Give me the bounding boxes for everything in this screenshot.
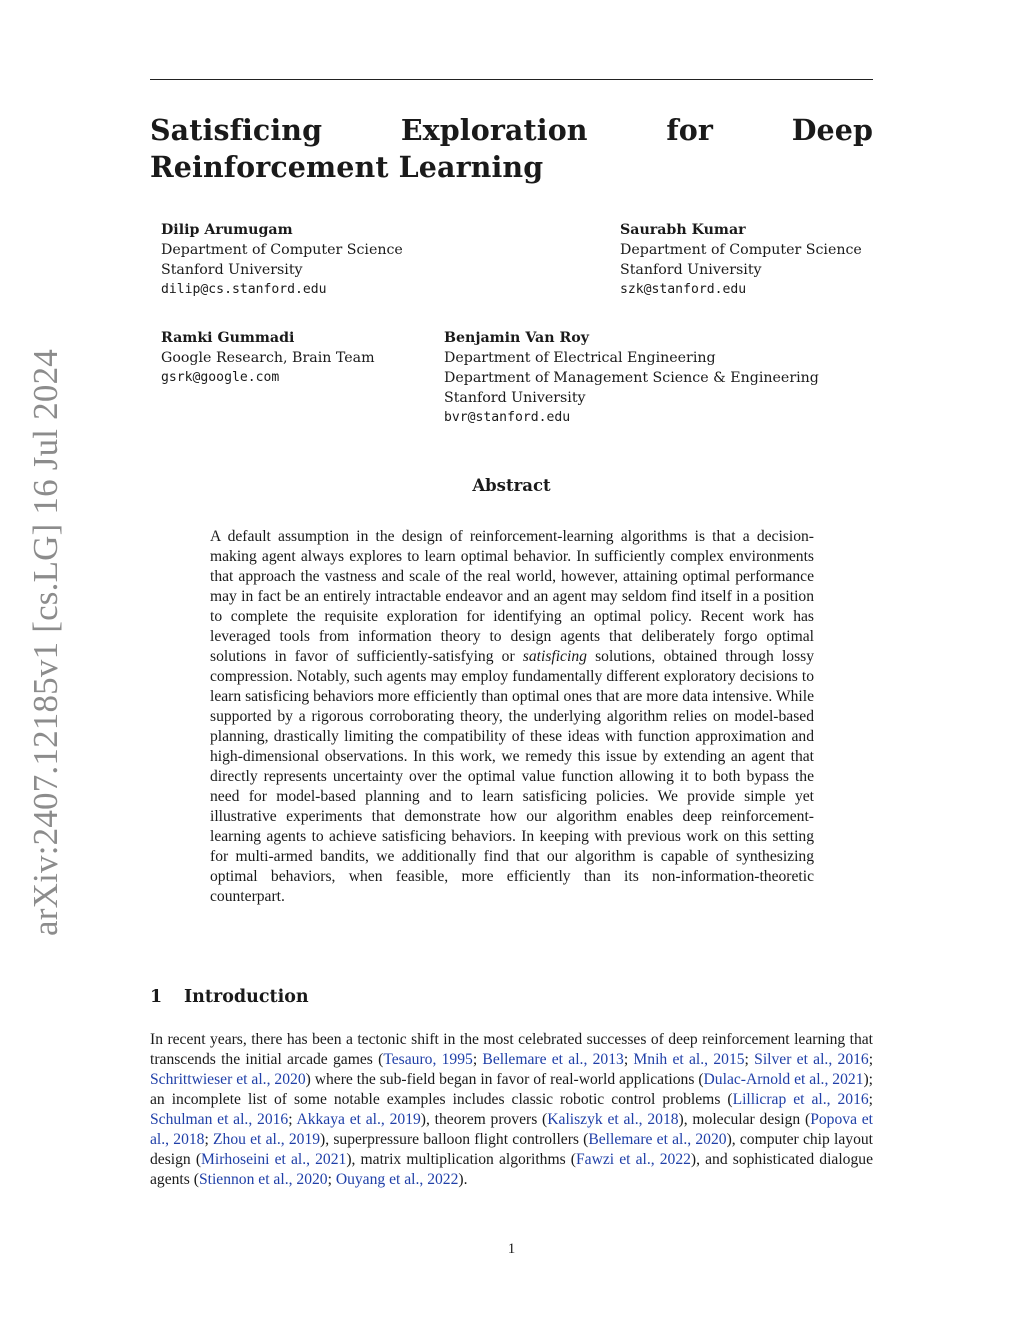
body-text: ), matrix multiplication algorithms ( <box>346 1151 576 1168</box>
body-text: In recent years, there has been a tectonic shift in the most celebrated successes of deep reinforcement learning that transcends the initial arcade games ( <box>150 1031 873 1068</box>
body-text: ), and sophisticated dialogue agents ( <box>150 1151 873 1188</box>
body-text: ); an incomplete list of some notable examples includes classic robotic control problems ( <box>150 1071 874 1108</box>
citation-link[interactable]: Mirhoseini et al., 2021 <box>201 1151 347 1168</box>
author-email[interactable]: szk@stanford.edu <box>620 282 747 297</box>
author-affiliation: Google Research, Brain Team <box>161 350 375 366</box>
body-text: ), computer chip layout design ( <box>150 1131 873 1168</box>
section-heading-introduction <box>150 987 309 1007</box>
arxiv-stamp: arXiv:2407.12185v1 [cs.LG] 16 Jul 2024 <box>26 349 65 936</box>
citation-link[interactable]: Ouyang et al., 2022 <box>335 1171 459 1188</box>
author-affiliation: Department of Management Science & Engineering <box>444 370 819 386</box>
citation-link[interactable]: Popova et al., 2018 <box>150 1111 874 1148</box>
section-title: Introduction <box>184 987 309 1007</box>
section-number: 1 <box>150 987 163 1007</box>
citation-link[interactable]: Zhou et al., 2019 <box>213 1131 321 1148</box>
author-block-3 <box>161 328 375 388</box>
author-name: Ramki Gummadi <box>161 330 295 346</box>
citation-link[interactable]: Bellemare et al., 2013 <box>482 1051 624 1068</box>
body-text: ), molecular design ( <box>678 1111 811 1128</box>
abstract-text-part: solutions, obtained through lossy compression. Notably, such agents may employ fundamentally different exploratory decisions to learn satisficing behaviors more efficiently than optimal ones that are more data intensive. While supported by a rigorous corroborating theory, the underlying algorithm relies on model-based planning, drastically limiting the compatibility of these ideas with function approximation and high-dimensional observations. In this work, we remedy this issue by extending an agent that directly represents uncertainty over the optimal value function allowing it to both bypass the need for model-based planning and to learn satisficing policies. We provide simple yet illustrative experiments that demonstrate how our algorithm enables deep reinforcement-learning agents to achieve satisficing behaviors. In keeping with previous work on this setting for multi-armed bandits, we additionally find that our algorithm is capable of synthesizing optimal behaviors, when feasible, more efficiently than its non-information-theoretic counterpart. <box>210 648 815 905</box>
abstract-text-part: A default assumption in the design of reinforcement-learning algorithms is that a decision-making agent always explores to learn optimal behavior. In sufficiently complex environments that approach the vastness and scale of the real world, however, attaining optimal performance may in fact be an entirely intractable endeavor and an agent may seldom find itself in a position to complete the requisite exploration for identifying an optimal policy. Recent work has leveraged tools from information theory to design agents that deliberately forgo optimal solutions in favor of sufficiently-satisfying or <box>210 528 814 665</box>
top-rule <box>150 79 873 80</box>
page-number: 1 <box>507 1241 516 1257</box>
introduction-paragraph: In recent years, there has been a tectonic shift in the most celebrated successes of deep reinforcement learning that transcends the initial arcade games (Tesauro, 1995; Bellemare et al., 2013; Mnih et al., 2015; Silver et al., 2016; Schrittwieser et al., 2020) where the sub-field began in favor of real-world applications (Dulac-Arnold et al., 2021); an incomplete list of some notable examples includes classic robotic control problems (Lillicrap et al., 2016; Schulman et al., 2016; Akkaya et al., 2019), theorem provers (Kaliszyk et al., 2018), molecular design (Popova et al., 2018; Zhou et al., 2019), superpressure balloon flight controllers (Bellemare et al., 2020), computer chip layout design (Mirhoseini et al., 2021), matrix multiplication algorithms (Fawzi et al., 2022), and sophisticated dialogue agents (Stiennon et al., 2020; Ouyang et al., 2022). <box>150 1031 874 1188</box>
author-affiliation: Stanford University <box>444 390 586 406</box>
author-name: Dilip Arumugam <box>161 222 293 238</box>
body-text: ), superpressure balloon flight controllers ( <box>320 1131 589 1148</box>
body-text: ), theorem provers ( <box>420 1111 548 1128</box>
citation-link[interactable]: Schrittwieser et al., 2020 <box>150 1071 306 1088</box>
abstract-heading: Abstract <box>472 476 551 495</box>
citation-link[interactable]: Mnih et al., 2015 <box>633 1051 745 1068</box>
author-email[interactable]: bvr@stanford.edu <box>444 410 571 425</box>
citation-link[interactable]: Kaliszyk et al., 2018 <box>547 1111 679 1128</box>
author-affiliation: Stanford University <box>161 262 303 278</box>
paper-title: Satisficing Exploration for Deep Reinforcement Learning <box>150 113 873 184</box>
author-affiliation: Stanford University <box>620 262 762 278</box>
author-email[interactable]: gsrk@google.com <box>161 370 280 385</box>
abstract-text <box>210 527 814 907</box>
author-affiliation: Department of Electrical Engineering <box>444 350 716 366</box>
citation-link[interactable]: Dulac-Arnold et al., 2021 <box>703 1071 864 1088</box>
body-text: ) where the sub-field began in favor of real-world applications ( <box>305 1071 704 1088</box>
author-name: Benjamin Van Roy <box>444 330 589 346</box>
citation-link[interactable]: Fawzi et al., 2022 <box>575 1151 691 1168</box>
citation-link[interactable]: Stiennon et al., 2020 <box>198 1171 328 1188</box>
author-affiliation: Department of Computer Science <box>620 242 862 258</box>
author-block-4 <box>444 328 819 428</box>
citation-link[interactable]: Akkaya et al., 2019 <box>296 1111 421 1128</box>
body-text: ). <box>458 1171 468 1188</box>
citation-link[interactable]: Bellemare et al., 2020 <box>588 1131 727 1148</box>
citation-link[interactable]: Tesauro, 1995 <box>383 1051 473 1068</box>
author-block-2 <box>620 220 862 300</box>
citation-link[interactable]: Silver et al., 2016 <box>754 1051 869 1068</box>
citation-link[interactable]: Lillicrap et al., 2016 <box>732 1091 869 1108</box>
author-name: Saurabh Kumar <box>620 222 746 238</box>
author-email[interactable]: dilip@cs.stanford.edu <box>161 282 327 297</box>
abstract-emphasis: satisficing <box>522 648 587 665</box>
author-affiliation: Department of Computer Science <box>161 242 403 258</box>
author-block-1 <box>161 220 403 300</box>
citation-link[interactable]: Schulman et al., 2016 <box>150 1111 289 1128</box>
